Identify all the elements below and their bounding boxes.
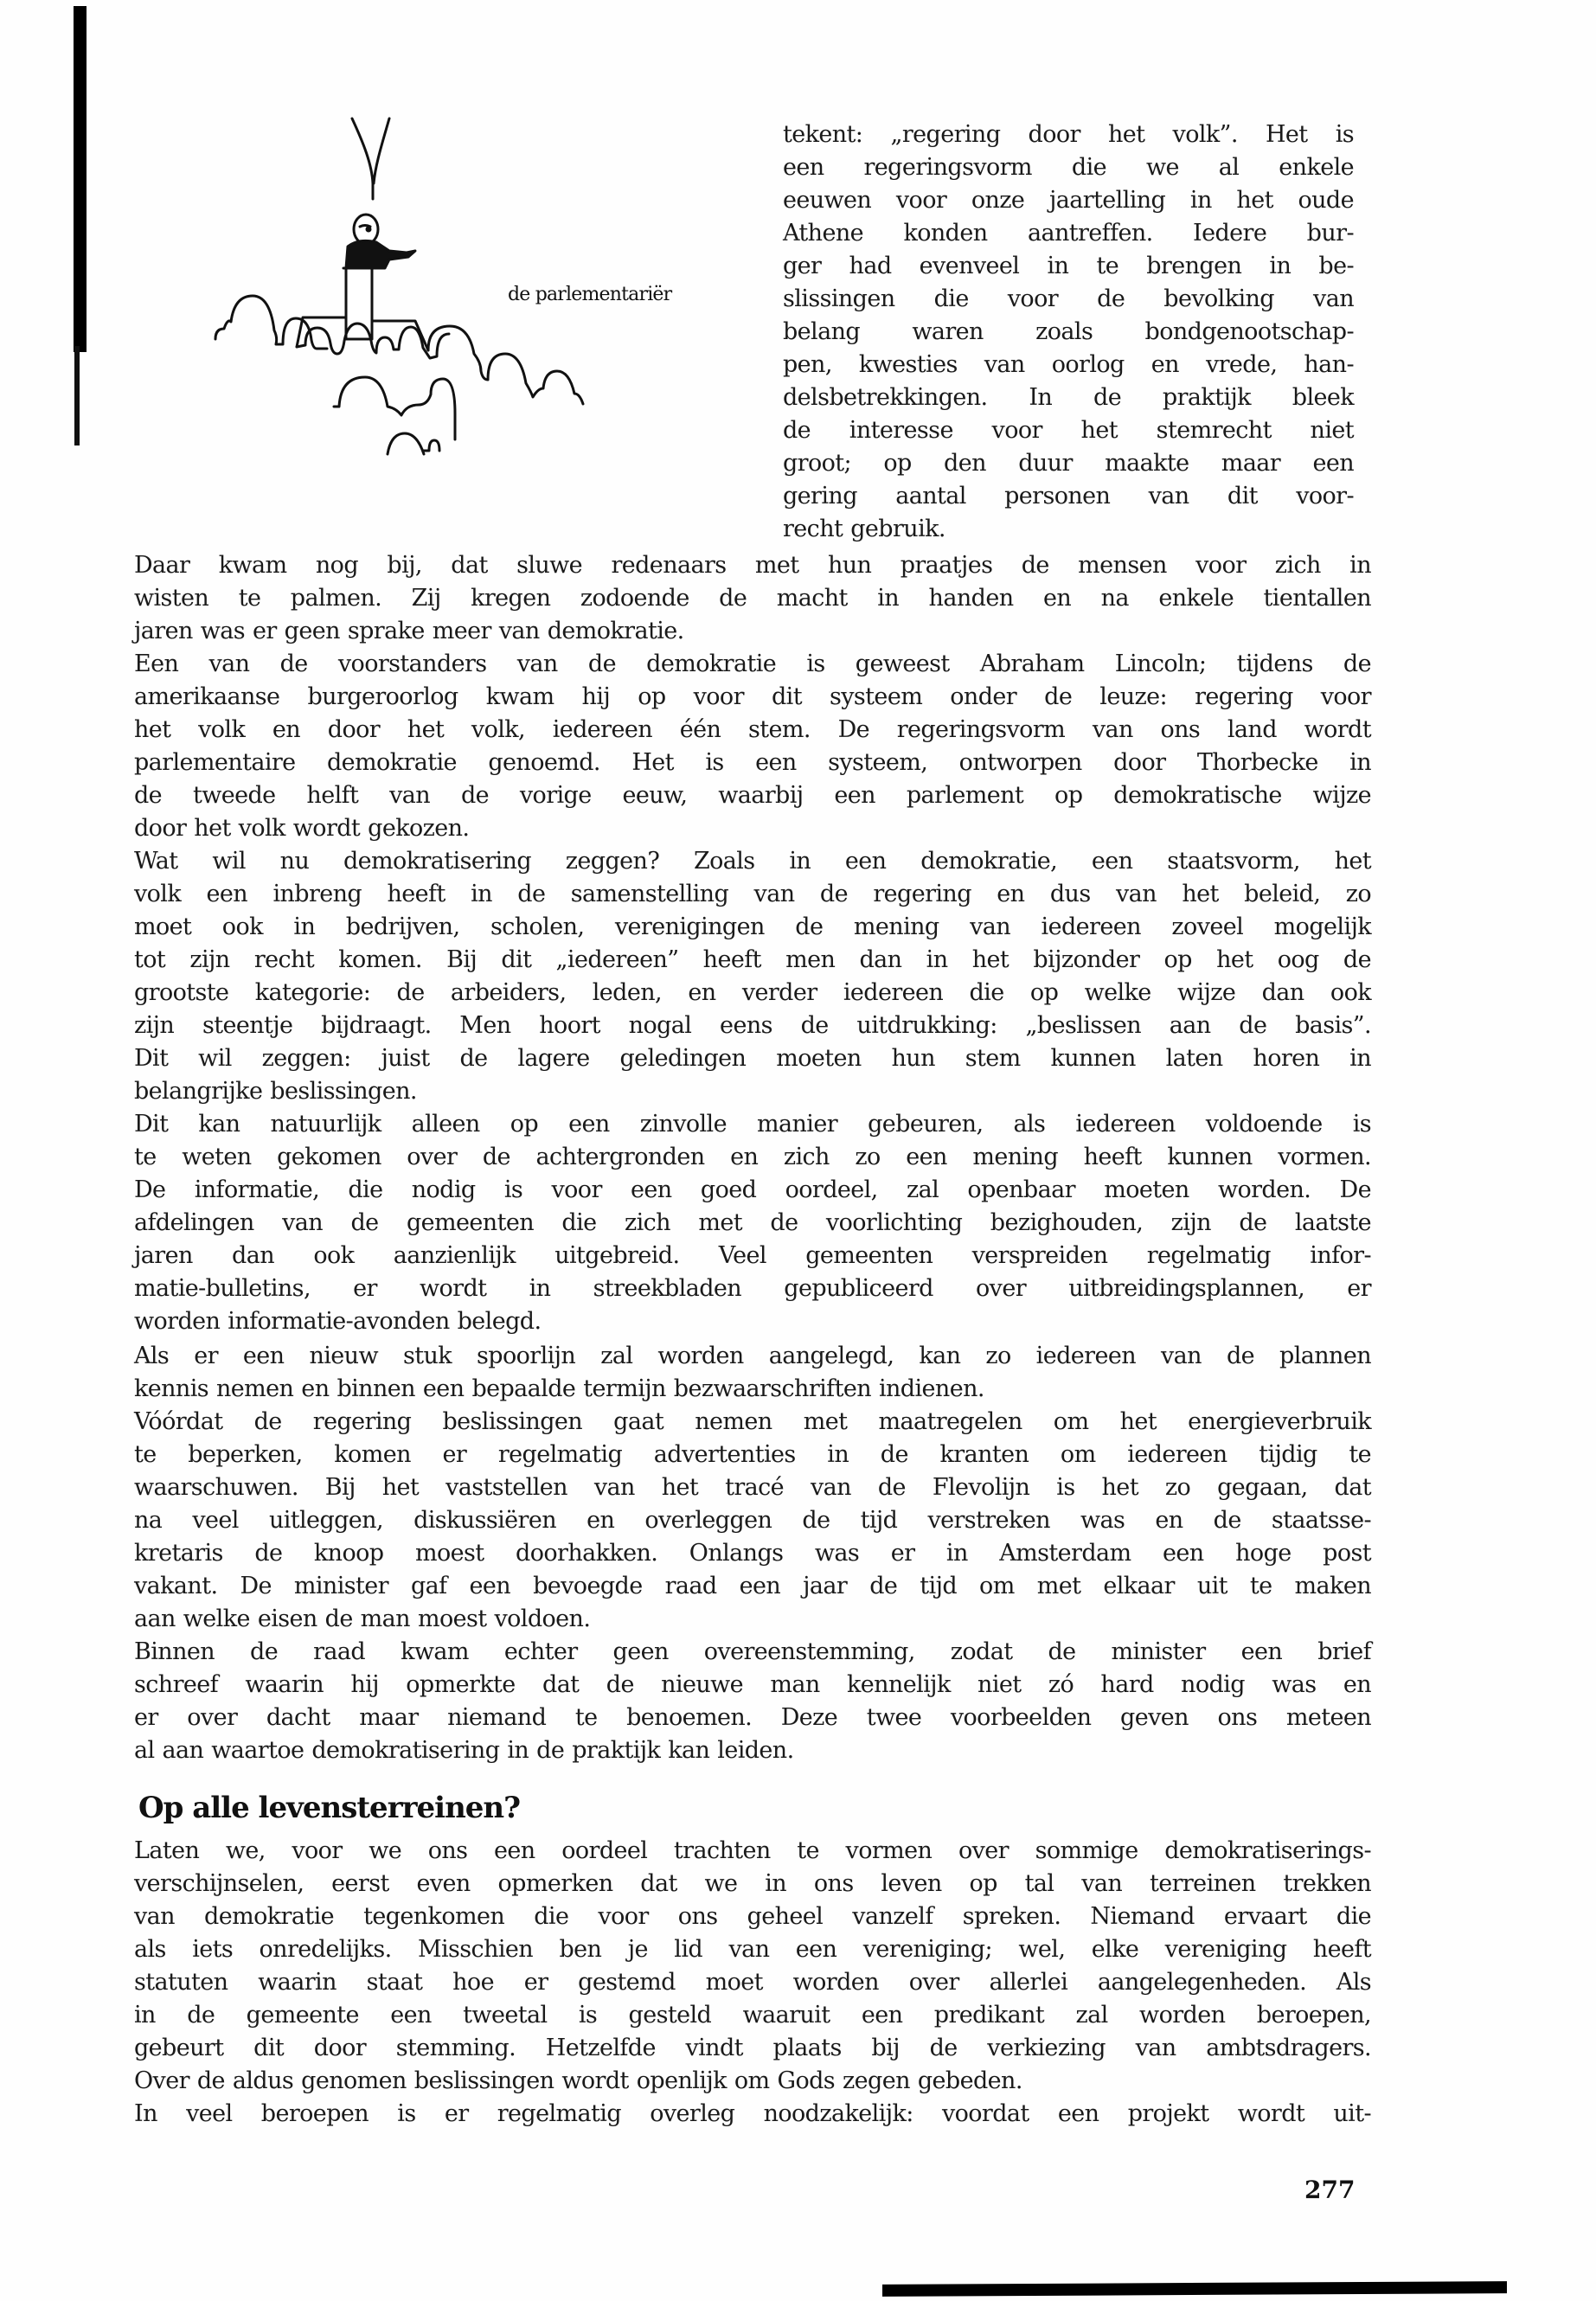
text-line: kennis nemen en binnen een bepaalde termijn bezwaarschriften indienen.: [134, 1375, 984, 1402]
text-line: Wat wil nu demokratisering zeggen? Zoals in een demokratie, een staatsvorm, het: [134, 848, 1371, 875]
text-line: Over de aldus genomen beslissingen wordt openlijk om Gods zegen gebeden.: [134, 2067, 1022, 2094]
illustration-caption: de parlementariër: [508, 284, 672, 305]
text-line: het volk en door het volk, iedereen één stem. De regeringsvorm van ons land wordt: [134, 716, 1371, 743]
text-line: matie-bulletins, er wordt in streekbladen gepubliceerd over uitbreidingsplannen, er: [134, 1275, 1371, 1302]
text-line: moet ook in bedrijven, scholen, verenigingen de mening van iedereen zoveel mogelijk: [134, 913, 1371, 940]
text-line: er over dacht maar niemand te benoemen. Deze twee voorbeelden geven ons meteen: [134, 1704, 1371, 1731]
text-line: delsbetrekkingen. In de praktijk bleek: [783, 384, 1354, 411]
text-line: van demokratie tegenkomen die voor ons geheel vanzelf spreken. Niemand ervaart die: [134, 1903, 1371, 1930]
text-line: te weten gekomen over de achtergronden en zich zo een mening heeft kunnen vormen.: [134, 1144, 1371, 1170]
text-line: jaren dan ook aanzienlijk uitgebreid. Veel gemeenten verspreiden regelmatig infor-: [134, 1242, 1371, 1269]
text-line: eeuwen voor onze jaartelling in het oude: [783, 187, 1354, 214]
text-line: parlementaire demokratie genoemd. Het is een systeem, ontworpen door Thorbecke in: [134, 749, 1371, 776]
text-line: slissingen die voor de bevolking van: [783, 285, 1354, 312]
text-line: schreef waarin hij opmerkte dat de nieuwe man kennelijk niet zó hard nodig was en: [134, 1671, 1371, 1698]
text-line: waarschuwen. Bij het vaststellen van het tracé van de Flevolijn is het zo gegaan, dat: [134, 1474, 1371, 1501]
text-line: gebeurt dit door stemming. Hetzelfde vindt plaats bij de verkiezing van ambtsdragers.: [134, 2035, 1371, 2061]
text-line: Als er een nieuw stuk spoorlijn zal worden aangelegd, kan zo iedereen van de plannen: [134, 1343, 1371, 1369]
text-line: ger had evenveel in te brengen in be-: [783, 253, 1354, 279]
text-line: vakant. De minister gaf een bevoegde raad een jaar de tijd om met elkaar uit te maken: [134, 1573, 1371, 1599]
text-line: verschijnselen, eerst even opmerken dat we in ons leven op tal van terreinen trekken: [134, 1870, 1371, 1897]
scan-border-left: [74, 6, 87, 352]
page-number: 277: [1304, 2176, 1356, 2204]
text-line: kretaris de knoop moest doorhakken. Onlangs was er in Amsterdam een hoge post: [134, 1540, 1371, 1567]
text-line: zijn steentje bijdraagt. Men hoort nogal eens de uitdrukking: „beslissen aan de basis”.: [134, 1012, 1371, 1039]
text-line: Daar kwam nog bij, dat sluwe redenaars met hun praatjes de mensen voor zich in: [134, 552, 1371, 579]
scan-border-left-thin: [74, 346, 80, 445]
text-line: te beperken, komen er regelmatig advertenties in de kranten om iedereen tijdig te: [134, 1441, 1371, 1468]
text-line: jaren was er geen sprake meer van demokratie.: [134, 618, 684, 644]
text-line: De informatie, die nodig is voor een goed oordeel, zal openbaar moeten worden. De: [134, 1176, 1371, 1203]
text-line: Dit wil zeggen: juist de lagere geledingen moeten hun stem kunnen laten horen in: [134, 1045, 1371, 1072]
text-line: In veel beroepen is er regelmatig overleg noodzakelijk: voordat een projekt wordt uit-: [134, 2100, 1371, 2127]
text-line: wisten te palmen. Zij kregen zodoende de macht in handen en na enkele tientallen: [134, 585, 1371, 612]
text-line: een regeringsvorm die we al enkele: [783, 154, 1354, 181]
text-line: aan welke eisen de man moest voldoen.: [134, 1606, 591, 1632]
text-line: Dit kan natuurlijk alleen op een zinvolle manier gebeuren, als iedereen voldoende is: [134, 1111, 1371, 1138]
text-line: Vóórdat de regering beslissingen gaat nemen met maatregelen om het energieverbruik: [134, 1408, 1371, 1435]
text-line: als iets onredelijks. Misschien ben je lid van een vereniging; wel, elke vereniging heeft: [134, 1936, 1371, 1963]
text-line: Laten we, voor we ons een oordeel trachten te vormen over sommige demokratiserings-: [134, 1837, 1371, 1864]
text-line: grootste kategorie: de arbeiders, leden, en verder iedereen die op welke wijze dan ook: [134, 979, 1371, 1006]
text-line: belang waren zoals bondgenootschap-: [783, 318, 1354, 345]
text-line: pen, kwesties van oorlog en vrede, han-: [783, 351, 1354, 378]
text-line: worden informatie-avonden belegd.: [134, 1308, 542, 1335]
text-line: statuten waarin staat hoe er gestemd moet worden over allerlei aangelegenheden. Als: [134, 1969, 1371, 1996]
section-heading: Op alle levensterreinen?: [138, 1791, 521, 1825]
text-line: al aan waartoe demokratisering in de praktijk kan leiden.: [134, 1737, 794, 1764]
text-line: Athene konden aantreffen. Iedere bur-: [783, 220, 1354, 247]
text-line: door het volk wordt gekozen.: [134, 815, 470, 842]
text-line: de tweede helft van de vorige eeuw, waarbij een parlement op demokratische wijze: [134, 782, 1371, 809]
text-line: volk een inbreng heeft in de samenstelling van de regering en dus van het beleid, zo: [134, 881, 1371, 907]
text-line: gering aantal personen van dit voor-: [783, 483, 1354, 510]
text-line: amerikaanse burgeroorlog kwam hij op voor dit systeem onder de leuze: regering voor: [134, 683, 1371, 710]
text-line: belangrijke beslissingen.: [134, 1078, 417, 1105]
text-line: recht gebruik.: [783, 516, 945, 542]
text-line: tekent: „regering door het volk”. Het is: [783, 121, 1354, 148]
text-line: na veel uitleggen, diskussiëren en overleggen de tijd verstreken was en de staatsse-: [134, 1507, 1371, 1534]
text-line: tot zijn recht komen. Bij dit „iedereen” heeft men dan in het bijzonder op het oog de: [134, 946, 1371, 973]
text-line: in de gemeente een tweetal is gesteld waaruit een predikant zal worden beroepen,: [134, 2002, 1371, 2029]
text-line: de interesse voor het stemrecht niet: [783, 417, 1354, 444]
scan-border-bottom: [882, 2281, 1507, 2297]
text-line: groot; op den duur maakte maar een: [783, 450, 1354, 477]
text-line: Binnen de raad kwam echter geen overeenstemming, zodat de minister een brief: [134, 1638, 1371, 1665]
text-line: afdelingen van de gemeenten die zich met de voorlichting bezighouden, zijn de laatste: [134, 1209, 1371, 1236]
parliamentarian-illustration: [130, 104, 753, 484]
text-line: Een van de voorstanders van de demokratie is geweest Abraham Lincoln; tijdens de: [134, 651, 1371, 677]
